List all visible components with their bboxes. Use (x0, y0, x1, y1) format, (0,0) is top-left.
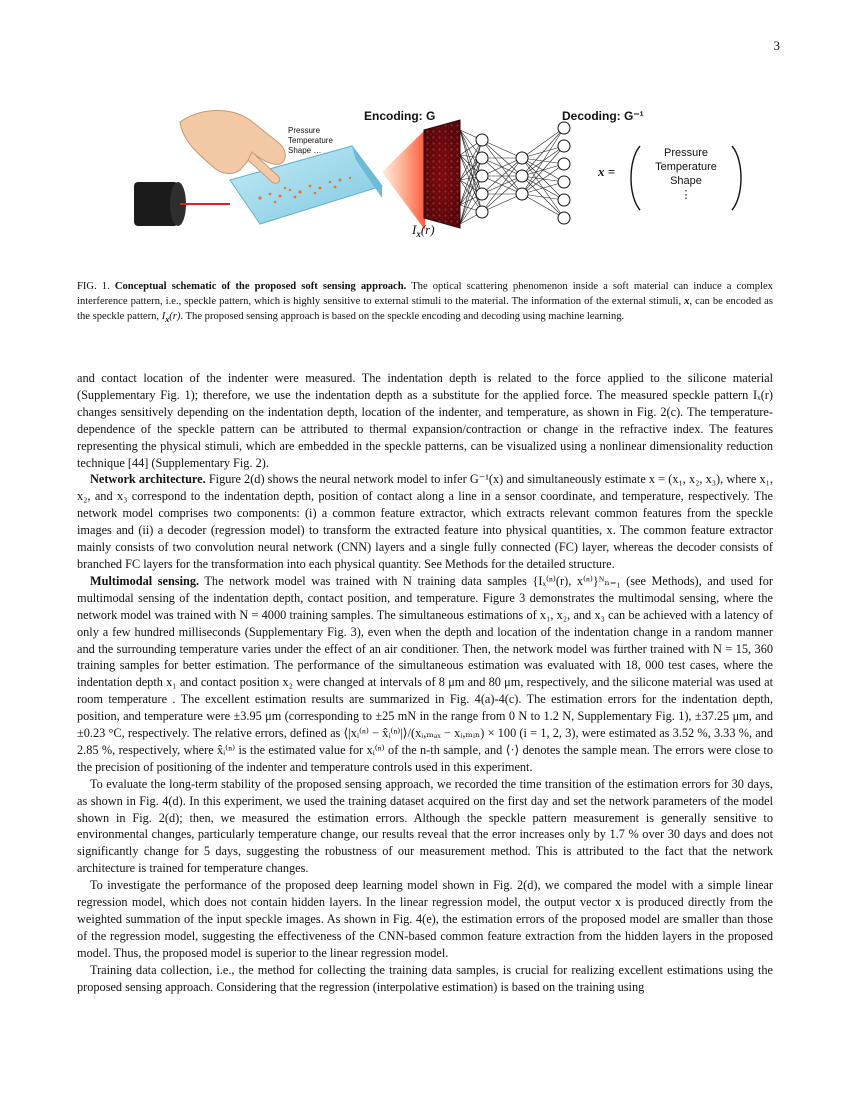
output-list (655, 147, 717, 201)
figure-1-schematic (120, 100, 760, 270)
decoding-label: Decoding: G⁻¹ (562, 109, 644, 123)
heading-network-architecture: Network architecture. (90, 472, 206, 487)
output-pressure: Pressure (663, 147, 709, 159)
page-number: 3 (773, 38, 780, 53)
nn-node (558, 194, 570, 206)
left-paren-icon (631, 146, 640, 210)
nn-node (476, 188, 488, 200)
nn-node (558, 158, 570, 170)
nn-node (558, 122, 570, 134)
nn-node (558, 176, 570, 188)
body-text (77, 370, 773, 996)
nn-node (516, 170, 528, 182)
paragraph-5: To investigate the performance of the proposed deep learning model shown in Fig. 2(d), we compared the model with a simple linear regression model, which does not contain hidden layers. In the linear regression model, the output vector x is produced directly from the weighted summation of the input speckle images. As shown in Fig. 4(e), the estimation errors of the proposed model are smaller than those of the regression model, suggesting the effectiveness of the CNN-based common feature extraction from the hidden layers in the proposed model. Thus, the proposed model is superior to the linear regression model. (77, 878, 773, 960)
paragraph-4: To evaluate the long-term stability of the proposed sensing approach, we recorded the time transition of the estimation errors for 30 days, as shown in Fig. 4(d). In this experiment, we used the training dataset acquired on the first day and set the network parameters of the model shown in Fig. 2(d); then, we measured the estimation errors. Although the speckle pattern measurement is generally sensitive to environmental changes, particularly temperature change, our results reveal that the error increases only by 1.7 % over 30 days and does not significantly change for 5 days, suggesting the robustness of our measurement method. This is attributed to the fact that the network architecture is trained for temperature changes. (77, 776, 773, 876)
figure-caption (77, 279, 773, 324)
output-temperature: Temperature (655, 161, 717, 173)
nn-edge (482, 140, 522, 158)
stimuli-label (288, 126, 333, 155)
hand-indenter-icon (180, 110, 285, 183)
nn-node (516, 188, 528, 200)
nn-node (476, 134, 488, 146)
heading-multimodal-sensing: Multimodal sensing. (90, 573, 200, 588)
nn-edge (482, 194, 522, 212)
nn-node (476, 206, 488, 218)
encoding-label: Encoding: G (364, 109, 436, 123)
nn-node (558, 140, 570, 152)
paragraph-2: Network architecture. Figure 2(d) shows the neural network model to infer G⁻¹(x) and simultaneously estimate x = (x₁, x₂, x₃), where x₁, x₂, and x₃ correspond to the indentation depth, position of contact along a line in a sensor coordinate, and temperature, respectively. The network model comprises two components: (i) a common feature extractor, which extracts relevant common features from the speckle images and (ii) a decoder (regression model) to transform the extracted feature into physical quantities, x. The common feature extractor mainly consists of two convolution neural network (CNN) layers and a single fully connected (FC) layer, whereas the decoder consists of branched FC layers for the transformation into each physical quantity. See Methods for the detailed structure. (77, 472, 773, 571)
stimuli-label-temperature: Temperature (288, 136, 333, 145)
nn-node (558, 212, 570, 224)
stimuli-label-pressure: Pressure (288, 126, 321, 135)
caption-prefix: FIG. 1. (77, 281, 110, 292)
caption-text-3: . The proposed sensing approach is based on the speckle encoding and decoding using machine learning. (180, 311, 625, 322)
nn-edge (482, 158, 522, 212)
nn-node (476, 152, 488, 164)
nn-node (516, 152, 528, 164)
speckle-label: $I_x(r)$ (412, 222, 435, 239)
nn-edge (522, 194, 564, 218)
caption-title: Conceptual schematic of the proposed soft sensing approach. (114, 281, 407, 292)
output-vector-label: x = (598, 164, 616, 179)
paragraph-3: Multimodal sensing. The network model was trained with N training data samples {Iₓ⁽ⁿ⁾(r), x⁽ⁿ⁾}ᴺₙ₌₁ (see Methods), and used for multimodal sensing of the indentation depth, contact position, and temperature. Figure 3 demonstrates the multimodal sensing, where the network model was trained with N = 4000 training samples. The simultaneous estimations of x₁, x₂, and x₃ can be achieved with a latency of only a few hundred milliseconds (Supplementary Fig. 3), even when the depth and location of the indentation change in a random manner and the surrounding temperature varies under the effect of an air conditioner. Then, the network model was further trained with N = 15, 360 training samples for better estimation. The performance of the simultaneous estimation was evaluated with 18, 000 test cases, where the indentation depth x₁ and contact position x₂ were changed at intervals of 8 μm and 80 μm, respectively, and the silicone material was used at room temperature . The excellent estimation results are summarized in Fig. 4(a)-4(c). The estimation errors for the indentation depth, position, and temperature were ±3.95 μm (corresponding to ±25 mN in the range from 0 N to 1.2 N, Supplementary Fig. 1), ±37.25 μm, and ±0.23 °C, respectively. The relative errors, defined as ⟨|xᵢ⁽ⁿ⁾ − x̂ᵢ⁽ⁿ⁾|⟩/(xᵢ,ₘₐₓ − xᵢ,ₘᵢₙ) × 100 (i = 1, 2, 3), were estimated as 3.52 %, 3.33 %, and 2.85 %, respectively, where x̂ᵢ⁽ⁿ⁾ is the estimated value for xᵢ⁽ⁿ⁾ of the n-th sample, and ⟨·⟩ denotes the sample mean. The errors were close to the precision of positioning of the indenter and temperature controls used in this experiment. (77, 573, 774, 774)
paragraph-1: and contact location of the indenter were measured. The indentation depth is related to the force applied to the silicone material (Supplementary Fig. 1); therefore, we use the indentation depth as a substitute for the applied force. The measured speckle pattern Iₓ(r) changes sensitively depending on the indentation depth, location of the indenter, and temperature, as shown in Fig. 2(c). The temperature-dependence of the speckle pattern can be attributed to thermal expansion/contraction or change in the refractive index. The features representing the physical stimuli, which are embedded in the speckle patterns, can be visualized using a nonlinear dimensionality reduction technique [44] (Supplementary Fig. 2). (77, 371, 773, 470)
output-ellipsis: ⋮ (680, 189, 692, 201)
stimuli-label-shape: Shape … (288, 146, 322, 155)
caption-var-I: $I_x(r)$ (161, 311, 181, 325)
speckle-pattern-image (424, 120, 460, 228)
nn-node (476, 170, 488, 182)
right-paren-icon (732, 146, 741, 210)
paragraph-6: Training data collection, i.e., the method for collecting the training data samples, is crucial for realizing excellent estimations using the proposed sensing approach. Considering that the regression (interpolative estimation) is based on the training using (77, 962, 773, 994)
caption-text-2: , can be encoded as the speckle pattern, (77, 296, 773, 322)
caption-var-x: x (684, 296, 690, 307)
optical-fiber-icon (134, 182, 230, 226)
scattered-light-beam (382, 130, 425, 230)
output-shape: Shape (670, 175, 702, 187)
caption-text-1: The optical scattering phenomenon inside a soft material can induce a complex interference pattern, i.e., speckle pattern, which is highly sensitive to external stimuli to the material. The information of the external stimuli, (77, 281, 773, 307)
